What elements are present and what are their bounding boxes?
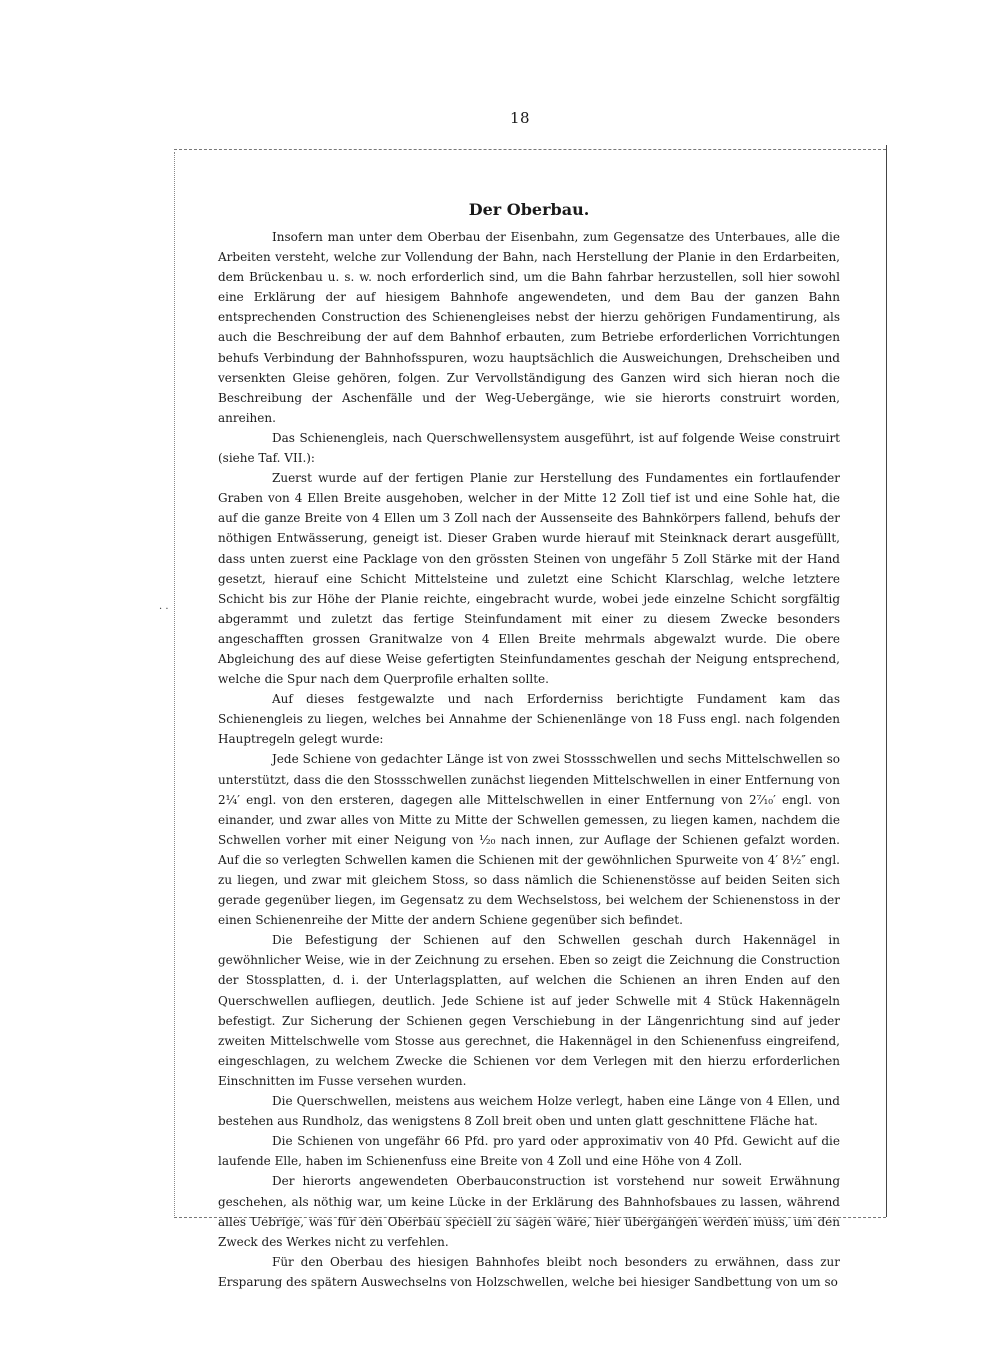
paragraph-6: Die Befestigung der Schienen auf den Schwellen geschah durch Hakennägel in gewöhnlicher Weise, wie in der Zeichnung zu ersehen. Eben so zeigt die Zeichnung die Construction der Stossplatten, d. i. der Unterlagsplatten, auf welchen die Schienen an ihren Enden auf den Querschwellen aufliegen, deutlich. Jede Schiene ist auf jeder Schwelle mit 4 Stück Hakennägeln befestigt. Zur Sicherung der Schienen gegen Verschiebung in der Längenrichtung sind auf jeder zweiten Mittelschwelle vom Stosse aus gerechnet, die Hakennägel in den Schienenfuss eingreifend, eingeschlagen, zu welchem Zwecke die Schienen vor dem Verlegen mit den hierzu erforderlichen Einschnitten im Fusse versehen wurden. xyxy=(218,933,840,1088)
paragraph-10: Für den Oberbau des hiesigen Bahnhofes bleibt noch besonders zu erwähnen, dass zur Ersparung des spätern Auswechselns von Holzschwellen, welche bei hiesiger Sandbettung von um so xyxy=(218,1254,840,1289)
frame-left-rule xyxy=(174,152,175,1216)
section-title: Der Oberbau. xyxy=(468,200,590,219)
frame-right-rule xyxy=(886,145,887,1217)
paragraph-5: Jede Schiene von gedachter Länge ist von zwei Stossschwellen und sechs Mittelschwellen so unterstützt, dass die den Stossschwellen zunächst liegenden Mittelschwellen in einer Entfernung von 2¼′ engl. von den ersteren, dagegen alle Mittelschwellen in einer Entfernung von 2⁷⁄₁₀′ engl. von einander, und zwar alles von Mitte zu Mitte der Schwellen gemessen, zu liegen kamen, nachdem die Schwellen vorher mit einer Neigung von ¹⁄₂₀ nach innen, zur Auflage der Schienen gefalzt worden. Auf die so verlegten Schwellen kamen die Schienen mit der gewöhnlichen Spurweite von 4′ 8½″ engl. zu liegen, und zwar mit gleichem Stoss, so dass nämlich die Schienenstösse auf beiden Seiten sich gerade gegenüber liegen, im Gegensatz zu dem Wechselstoss, bei welchem der Schienenstoss in der einen Schienenreihe der Mitte der andern Schiene gegenüber sich befindet. xyxy=(218,752,840,928)
paragraph-3: Zuerst wurde auf der fertigen Planie zur Herstellung des Fundamentes ein fortlaufender Graben von 4 Ellen Breite ausgehoben, welcher in der Mitte 12 Zoll tief ist und eine Sohle hat, die auf die ganze Breite von 4 Ellen um 3 Zoll nach der Aussenseite des Bahnkörpers fallend, behufs der nöthigen Entwässerung, geneigt ist. Dieser Graben wurde hierauf mit Steinknack derart ausgefüllt, dass unten zuerst eine Packlage von den grössten Steinen von ungefähr 5 Zoll Stärke mit der Hand gesetzt, hierauf eine Schicht Mittelsteine und zuletzt eine Schicht Klarschlag, welche letztere Schicht bis zur Höhe der Planie reichte, eingebracht wurde, wobei jede einzelne Schicht sorgfältig abgerammt und zuletzt das fertige Steinfundament mit einer zu diesem Zwecke besonders angeschafften grossen Granitwalze von 4 Ellen Breite mehrmals abgewalzt wurde. Die obere Abgleichung des auf diese Weise gefertigten Steinfundamentes geschah der Neigung entsprechend, welche die Spur nach dem Querprofile erhalten sollte. xyxy=(218,471,840,687)
margin-dots: · · xyxy=(159,604,169,615)
paragraph-4: Auf dieses festgewalzte und nach Erforderniss berichtigte Fundament kam das Schienengleis zu liegen, welches bei Annahme der Schienenlänge von 18 Fuss engl. nach folgenden Hauptregeln gelegt wurde: xyxy=(218,692,840,747)
paragraph-1: Insofern man unter dem Oberbau der Eisenbahn, zum Gegensatze des Unterbaues, alle die Arbeiten versteht, welche zur Vollendung der Bahn, nach Herstellung der Planie in den Erdarbeiten, dem Brückenbau u. s. w. noch erforderlich sind, um die Bahn fahrbar herzustellen, soll hier sowohl eine Erklärung der auf hiesigem Bahnhofe angewendeten, und dem Bau der ganzen Bahn entsprechenden Construction des Schienengleises nebst der hierzu gehörigen Fundamentirung, als auch die Beschreibung der auf dem Bahnhof erbauten, zum Betriebe erforderlichen Vorrichtungen behufs Verbindung der Bahnhofsspuren, wozu hauptsächlich die Ausweichungen, Drehscheiben und versenkten Gleise gehören, folgen. Zur Vervollständigung des Ganzen wird sich hieran noch die Beschreibung der Aschenfälle und der Weg-Uebergänge, wie sie hierorts construirt worden, anreihen. xyxy=(218,230,840,425)
paragraph-8: Die Schienen von ungefähr 66 Pfd. pro yard oder approximativ von 40 Pfd. Gewicht auf die laufende Elle, haben im Schienenfuss eine Breite von 4 Zoll und eine Höhe von 4 Zoll. xyxy=(218,1134,840,1169)
frame-top-rule xyxy=(174,149,886,150)
page-body xyxy=(218,200,840,1292)
paragraph-2: Das Schienengleis, nach Querschwellensystem ausgeführt, ist auf folgende Weise construirt (siehe Taf. VII.): xyxy=(218,430,840,466)
paragraph-9: Der hierorts angewendeten Oberbauconstruction ist vorstehend nur soweit Erwähnung geschehen, als nöthig war, um keine Lücke in der Erklärung des Bahnhofsbaues zu lassen, während alles Uebrige, was für den Oberbau speciell zu sagen wäre, hier übergangen werden muss, um den Zweck des Werkes nicht zu verfehlen. xyxy=(218,1174,840,1249)
paragraph-7: Die Querschwellen, meistens aus weichem Holze verlegt, haben eine Länge von 4 Ellen, und bestehen aus Rundholz, das wenigstens 8 Zoll breit oben und unten glatt geschnittene Fläche hat. xyxy=(218,1094,840,1129)
page-number: 18 xyxy=(510,109,531,127)
